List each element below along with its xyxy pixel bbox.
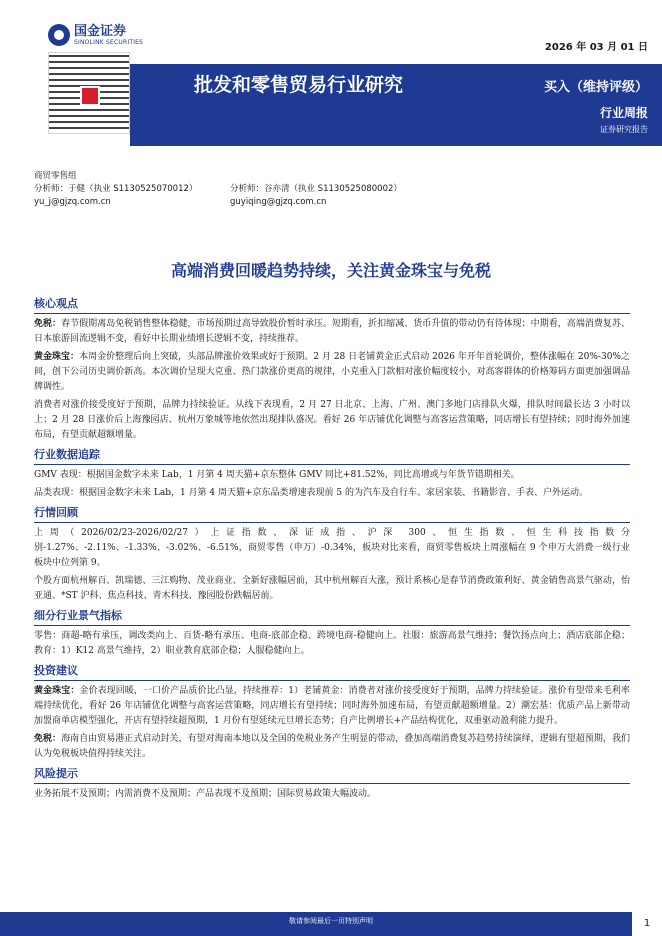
paragraph: 品类表现：根据国金数字未来 Lab，1 月第 4 周天猫+京东品类增速表现前 5 的为汽车及自行车、家居家装、书籍影音、手表、户外运动。	[34, 488, 588, 498]
analyst-2-email[interactable]: guyiqing@gjzq.com.cn	[230, 197, 327, 207]
section-heading-sub: 细分行业景气指标	[34, 608, 630, 626]
paragraph-label: 黄金珠宝：	[34, 686, 80, 696]
paragraph	[34, 317, 630, 347]
paragraph: 个股方面杭州解百、凯瑞德、三江购物、茂业商业、全新好涨幅居前，其中杭州解百大涨，预计系核心是春节消费政策利好、黄金销售高景气驱动，怡亚通、*ST 沪科、焦点科技、青木科技、豫园股份跌幅居前。	[34, 576, 630, 601]
report-header	[0, 0, 662, 150]
section-heading-tracking: 行业数据追踪	[34, 447, 630, 465]
paragraph: 消费者对涨价接受度好于预期，品牌力持续验证。从线下表现看，2 月 27 日北京、上海、广州、澳门多地门店排队火爆，排队时间最长达 3 小时以上；2 月 28 日涨价后上海豫园店、杭州万象城等地依然出现排队盛况。看好 26 年店铺优化调整与高客运营策略，同店增长有望持续；同时海外加速布局，有望贡献超额增量。	[34, 400, 630, 440]
analyst-2: 分析师：谷亦清（执业 S1130525080002）	[230, 184, 402, 194]
report-type: 行业周报	[599, 106, 648, 120]
logo-text-cn: 国金证券	[74, 23, 127, 39]
paragraph: 零售：商超-略有承压，调改类向上、百货-略有承压、电商-底部企稳、跨境电商-稳健向上。社服：旅游高景气维持；餐饮扬点向上；酒店底部企稳；教育：1）K12 高景气维持，2）职业教育底部企稳；人服稳健向上。	[34, 631, 630, 656]
analyst-1: 分析师：于健（执业 S1130525070012）	[34, 184, 198, 194]
section-heading-advice: 投资建议	[34, 663, 630, 681]
paragraph-text: 海南自由贸易港正式启动封关，有望对海南本地以及全国的免税业务产生明显的带动，叠加高端消费复苏趋势持续演绎，逻辑有望超预期，我们认为免税板块值得持续关注。	[34, 734, 630, 759]
paragraph: GMV 表现：根据国金数字未来 Lab，1 月第 4 周天猫+京东整体 GMV 同比+81.52%，同比高增或与年货节错期相关。	[34, 470, 520, 480]
paragraph-label: 免税：	[34, 319, 62, 329]
paragraph: 上周（2026/02/23-2026/02/27）上证指数、深证成指、沪深 300、恒生指数、恒生科技指数分别-1.27%、-2.11%、-1.33%、-3.02%、-6.51%，商贸零售（申万）-0.34%，板块对比来看，商贸零售板块上周涨幅在 9 个申万大消费一级行业板块中位列第 9。	[34, 528, 630, 568]
paragraph-text: 金价表现回暖，一口价产品质价比凸显，持续推荐：1）老铺黄金：消费者对涨价接受度好于预期，品牌力持续验证。涨价有望带来毛利率端持续优化，看好 26 年店铺优化调整与高客运营策略，同店增长有望持续；同时海外加速布局，有望贡献超额增量。2）潮宏基：优质产品上新带动加盟商单店模型强化，开店有望持续超预期，1 月份有望延续元旦增长态势；自产比例增长+产品结构优化，双重驱动盈利能力提升。	[34, 686, 630, 726]
footer-disclaimer[interactable]: 敬请参阅最后一页特别声明	[289, 917, 373, 925]
page-number: 1	[632, 912, 662, 936]
main-title: 高端消费回暖趋势持续，关注黄金珠宝与免税	[170, 261, 491, 280]
report-title: 批发和零售贸易行业研究	[194, 74, 404, 96]
paragraph-label: 免税：	[34, 734, 62, 744]
analyst-1-email[interactable]: yu_j@gjzq.com.cn	[34, 197, 111, 207]
analyst-info	[34, 170, 402, 209]
qr-center-logo-icon	[80, 86, 100, 106]
paragraph: 业务拓展不及预期；内需消费不及预期；产品表现不及预期；国际贸易政策大幅波动。	[34, 789, 377, 799]
section-heading-market: 行情回顾	[34, 505, 630, 523]
section-heading-core: 核心观点	[34, 296, 630, 314]
research-group: 商贸零售组	[34, 171, 77, 181]
paragraph	[34, 350, 630, 395]
logo-text-en: SINOLINK SECURITIES	[74, 38, 144, 46]
rating: 买入（维持评级）	[543, 80, 648, 95]
paragraph	[34, 684, 630, 729]
paragraph-text: 春节假期离岛免税销售整体稳健，市场预期过高导致股价暂时承压。短期看，折扣缩减、货币升值的带动仍有待体现；中期看，高端消费复苏、日本旅游回流逻辑不变，看好中长期业绩增长逻辑不变，持续推荐。	[34, 319, 630, 344]
paragraph	[34, 732, 630, 762]
report-subtype: 证券研究报告	[600, 125, 648, 134]
section-heading-risk: 风险提示	[34, 766, 630, 784]
logo-mark-icon	[48, 24, 70, 46]
company-logo	[48, 24, 143, 46]
report-body	[34, 292, 630, 805]
paragraph-label: 黄金珠宝：	[34, 352, 80, 362]
paragraph-text: 本周金价整理后向上突破，头部品牌涨价效果或好于预期。2 月 28 日老铺黄金正式启动 2026 年开年首轮调价，整体涨幅在 20%-30%之间，创下公司历史调价新高。本次调价呈现大克重、热门款涨价更高的规律，小克重入门款相对涨价幅度较小，对高客群体的价格筹码方面更加强调品牌调性。	[34, 352, 630, 392]
report-date: 2026 年 03 月 01 日	[544, 42, 648, 53]
